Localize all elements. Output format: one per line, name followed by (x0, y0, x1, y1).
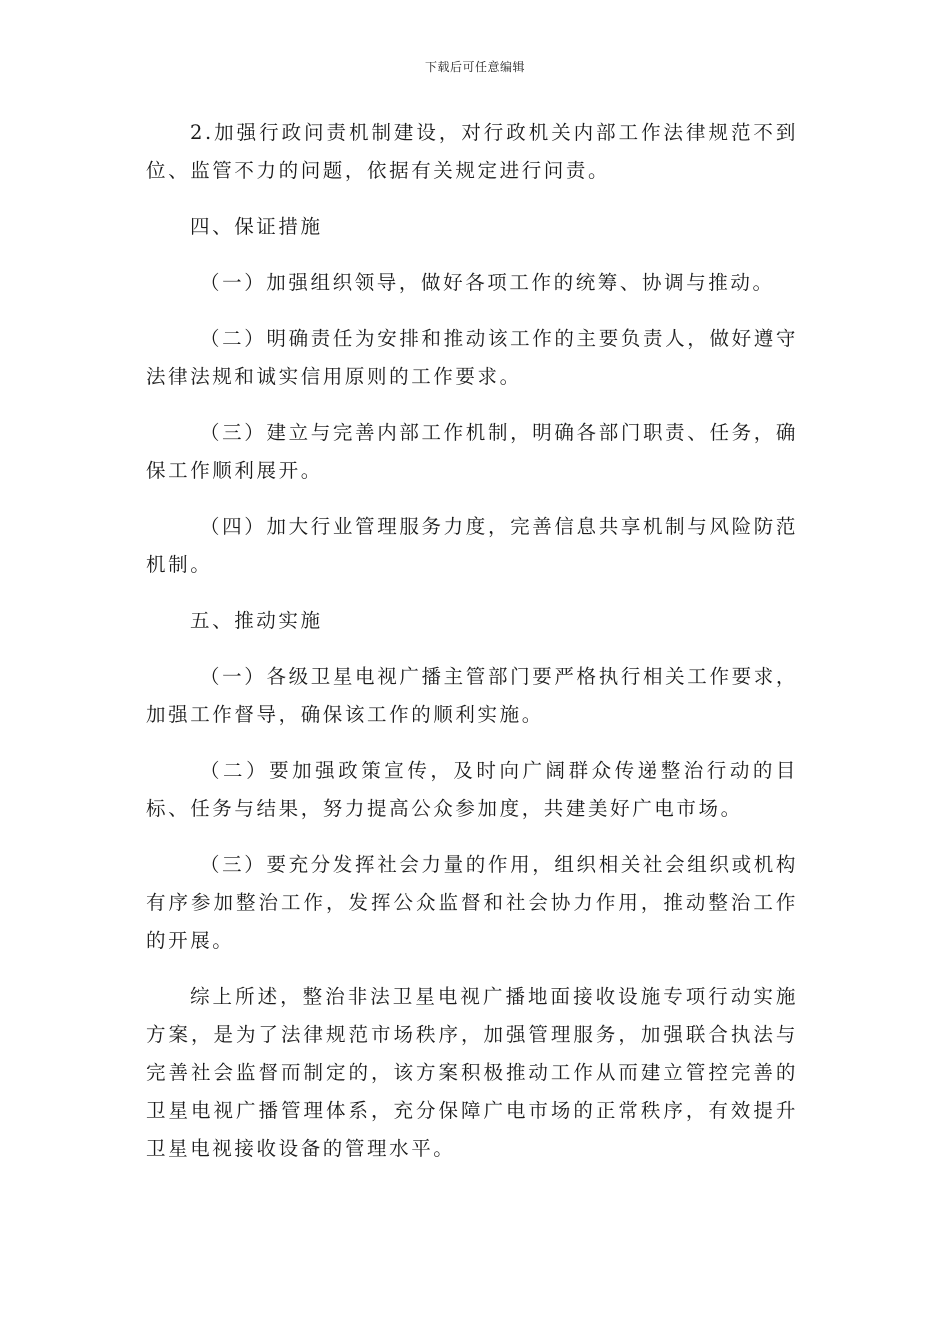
paragraph-conclusion: 综上所述，整治非法卫星电视广播地面接收设施专项行动实施方案，是为了法律规范市场秩序，加强管理服务，加强联合执法与完善社会监督而制定的，该方案积极推动工作从而建立管控完善的卫星电视广播管理体系，充分保障广电市场的正常秩序，有效提升卫星电视接收设备的管理水平。 (146, 985, 798, 1160)
document-body (146, 114, 798, 1186)
paragraph-implementation-3: （三）要充分发挥社会力量的作用，组织相关社会组织或机构有序参加整治工作，发挥公众监督和社会协力作用，推动整治工作的开展。 (146, 853, 798, 952)
paragraph-accountability: 2.加强行政问责机制建设，对行政机关内部工作法律规范不到位、监管不力的问题，依据有关规定进行问责。 (146, 121, 798, 182)
paragraph-measure-1: （一）加强组织领导，做好各项工作的统筹、协调与推动。 (200, 271, 775, 294)
paragraph-implementation-2: （二）要加强政策宣传，及时向广阔群众传递整治行动的目标、任务与结果，努力提高公众参加度，共建美好广电市场。 (146, 759, 798, 820)
section-heading-implementation: 五、推动实施 (190, 609, 323, 632)
section-heading-guarantee-measures: 四、保证措施 (190, 215, 323, 238)
paragraph-implementation-1: （一）各级卫星电视广播主管部门要严格执行相关工作要求，加强工作督导，确保该工作的顺利实施。 (146, 665, 798, 726)
page-header-note: 下载后可任意编辑 (424, 60, 525, 74)
paragraph-measure-4: （四）加大行业管理服务力度，完善信息共享机制与风险防范机制。 (146, 515, 798, 576)
paragraph-measure-2: （二）明确责任为安排和推动该工作的主要负责人，做好遵守法律法规和诚实信用原则的工作要求。 (146, 327, 798, 388)
paragraph-measure-3: （三）建立与完善内部工作机制，明确各部门职责、任务，确保工作顺利展开。 (146, 421, 798, 482)
